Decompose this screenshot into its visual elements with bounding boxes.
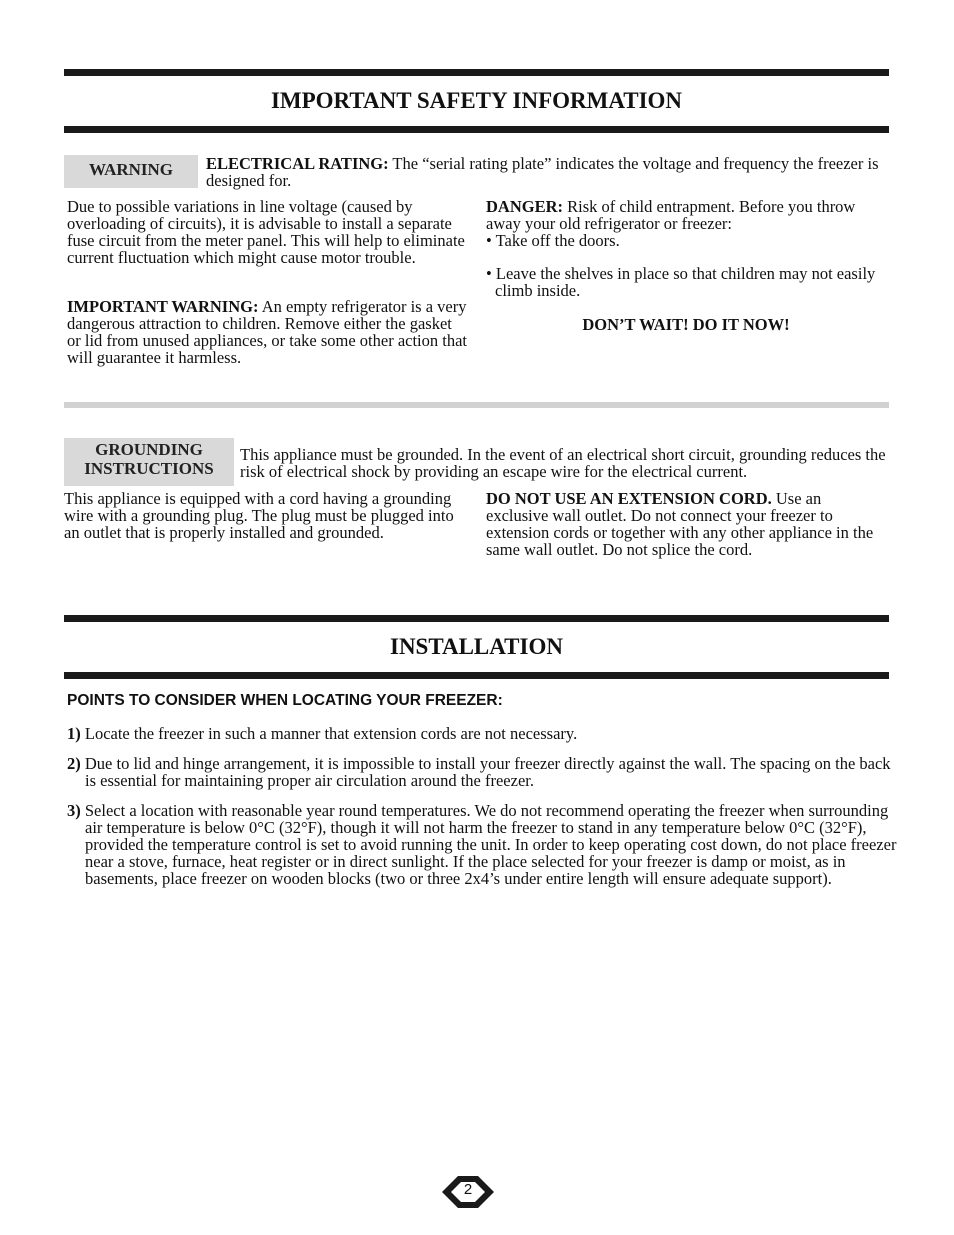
installation-title-rule (64, 672, 889, 679)
grounding-cord-paragraph: This appliance is equipped with a cord having a grounding wire with a grounding plug. The plug must be plugged into an outlet that is properly installed and grounded. (64, 489, 454, 542)
important-warning-heading: IMPORTANT WARNING: (67, 297, 259, 316)
electrical-rating-heading: ELECTRICAL RATING: (206, 154, 389, 173)
list-item (67, 755, 905, 789)
item-number: 1) (67, 724, 81, 743)
installation-top-rule (64, 615, 889, 622)
installation-subheading: POINTS TO CONSIDER WHEN LOCATING YOUR FREEZER: (67, 692, 503, 709)
page-number: 2 (463, 1181, 473, 1198)
warning-label: WARNING (64, 155, 198, 188)
electrical-rating-text: The “serial rating plate” indicates the voltage and frequency the freezer is designed for. (206, 154, 879, 190)
section-divider (64, 402, 889, 408)
item-number: 3) (67, 801, 81, 820)
important-warning-paragraph (67, 298, 469, 366)
item-text: Due to lid and hinge arrangement, it is impossible to install your freezer directly against the wall. The spacing on the back is essential for maintaining proper air circulation around the freezer. (80, 754, 891, 790)
grounding-label-line2: INSTRUCTIONS (84, 459, 214, 478)
top-rule (64, 69, 889, 76)
extension-cord-heading: DO NOT USE AN EXTENSION CORD. (486, 489, 772, 508)
bullet-doors: • Take off the doors. (486, 231, 620, 250)
item-text: Select a location with reasonable year round temperatures. We do not recommend operating the freezer when surrounding air temperature is below 0°C (32°F), though it will not harm the freezer to stand in any temperature below 0°C (32°F), provided the temperature control is set to avoid running the unit. In order to keep operating cost down, do not place freezer near a stove, furnace, heat register or in direct sunlight. If the place selected for your freezer is damp or moist, as in basements, place freezer on wooden blocks (two or three 2x4’s under entire length will ensure adequate support). (80, 801, 897, 888)
extension-cord-text: Use an exclusive wall outlet. Do not connect your freezer to extension cords or together with any other appliance in the same wall outlet. Do not splice the cord. (486, 489, 874, 559)
line-voltage-paragraph: Due to possible variations in line voltage (caused by overloading of circuits), it is advisable to install a separate fuse circuit from the meter panel. This will help to eliminate current fluctuation which might cause motor trouble. (67, 197, 465, 267)
page-number-badge (438, 1172, 498, 1212)
title-rule (64, 126, 889, 133)
electrical-rating (206, 155, 890, 189)
grounding-label (64, 438, 234, 486)
safety-title: IMPORTANT SAFETY INFORMATION (270, 88, 683, 113)
bullet-shelves: • Leave the shelves in place so that children may not easily climb inside. (486, 264, 876, 300)
list-item (67, 802, 905, 887)
danger-heading: DANGER: (486, 197, 563, 216)
extension-cord-paragraph (486, 490, 886, 558)
danger-paragraph (486, 198, 861, 232)
danger-text: Risk of child entrapment. Before you throw away your old refrigerator or freezer: (486, 197, 856, 233)
installation-title: INSTALLATION (390, 634, 563, 659)
item-text: Locate the freezer in such a manner that extension cords are not necessary. (80, 724, 578, 743)
grounding-label-line1: GROUNDING (95, 440, 203, 459)
important-warning-text: An empty refrigerator is a very dangerous attraction to children. Remove either the gasket or lid from unused appliances, or take some other action that will guarantee it harmless. (67, 297, 468, 367)
grounding-intro: This appliance must be grounded. In the event of an electrical short circuit, grounding reduces the risk of electrical shock by providing an escape wire for the electrical current. (240, 445, 886, 481)
list-item (67, 725, 905, 742)
dont-wait-notice: DON’T WAIT! DO IT NOW! (582, 315, 790, 334)
item-number: 2) (67, 754, 81, 773)
